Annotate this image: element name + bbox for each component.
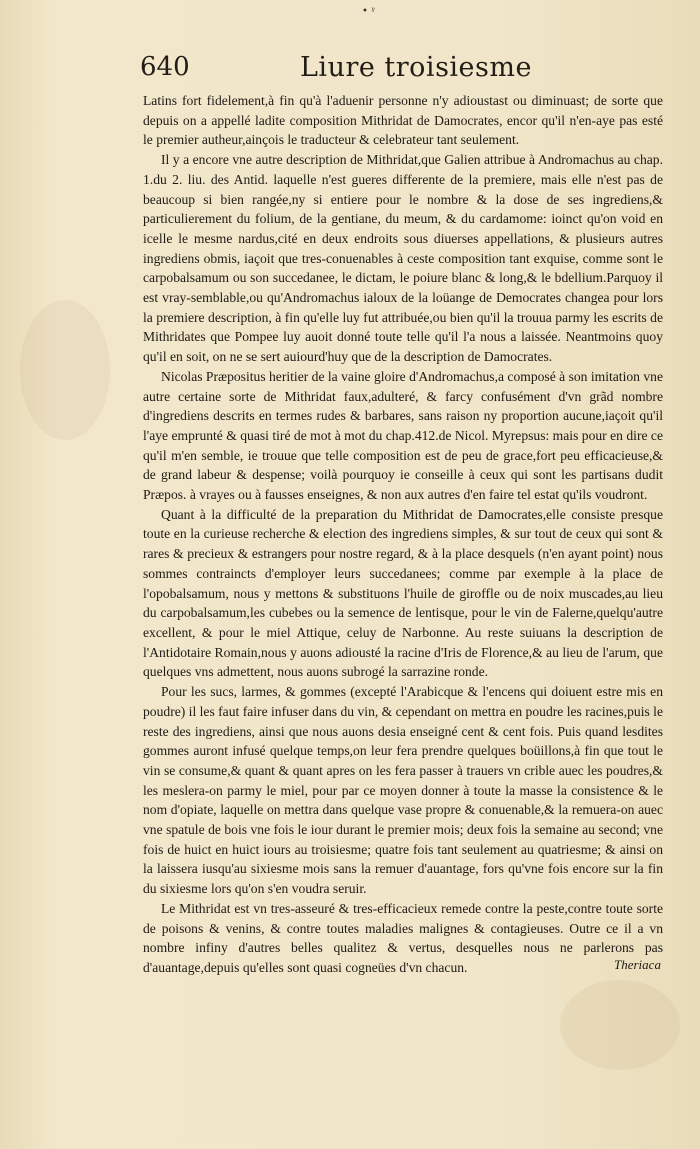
body-text: [143, 91, 663, 978]
paragraph: Quant à la difficulté de la preparation du Mithridat de Damocrates,elle consiste presque toute en la curieuse recherche & election des ingrediens simples, & sur tout de ceux qui sont & rares & precieux & estrangers pour nostre regard, & à la place desquels (n'en ayant point) nous sommes contraincts d'employer leurs succedanees; comme par exemple à la place de l'opobalsamum, nous y mettons & substituons l'huile de giroffle ou de noix muscades,au lieu du carpobalsamum,les cubebes ou la semence de lentisque, pour le vin de Falerne,quelqu'autre excellent, & pour le miel Attique, celuy de Narbonne. Au reste suiuans la description de l'Antidotaire Romain,nous y auons adiousté la racine d'Iris de Florence,& au lieu de l'arum, que quelques vns admettent, nous auons subrogé la sarrazine ronde.: [143, 506, 663, 680]
paragraph: Il y a encore vne autre description de Mithridat,que Galien attribue à Andromachus au chap. 1.du 2. liu. des Antid. laquelle n'est gueres differente de la premiere, mais elle n'est pas de beaucoup si bien rangée,ny si entiere pour le nombre & la dose de ses ingrediens,& particulierement du folium, de la gentiane, du meum, & du cardamome: ioinct qu'on void en icelle le mesme nardus,cité en deux endroits sous diuerses appellations, & plusieurs autres ingrediens obmis, iaçoit que tres-conuenables à ceste composition tant exquise, comme sont le carpobalsamum ou son succedanee, le dictam, le poiure blanc & long,& le bdellium.Parquoy il est vray-semblable,ou qu'Andromachus ialoux de la loüange de Democrates changea pour lors la premiere description, à fin qu'elle luy fut attribuée,ou bien qu'il la trouua parmy les escrits de Mithridates que Pompee luy auoit donné toute telle qu'il l'a nous a laissée. Neantmoins quoy qu'il en soit, on ne se sert auiourd'huy que de la description de Damocrates.: [143, 152, 663, 365]
top-edge-mark: • ᵞ: [362, 6, 375, 17]
paper-stain: [560, 980, 680, 1070]
paragraph: Pour les sucs, larmes, & gommes (excepté l'Arabicque & l'encens qui doiuent estre mis en poudre) il les faut faire infuser dans du vin, & cependant on mettra en poudre les racines,puis le reste des ingrediens, ainsi que nous auons desia enseigné cent & cent fois. Puis quand lesdites gommes auront infusé quelque temps,on leur fera prendre quelques boüillons,à fin que tout le vin se consume,& quant & quant apres on les fera passer à trauers vn crible auec les poudres,& les meslera-on parmy le miel, pour par ce moyen donner à toute la masse la consistence & le nom d'opiate, laquelle on mettra dans quelque vase propre & conuenable,& la remuera-on auec vne spatule de bois vne fois le iour durant le premier mois; deux fois la semaine au second; vne fois de huict en huict iours au troisiesme; quatre fois tant seulement au quatriesme; & ainsi on la laissera iusqu'au sixiesme mois sans la remuer d'auantage, fors qu'vne fois encore sur la fin du sixiesme lors qu'on s'en voudra seruir.: [143, 684, 663, 897]
page-number: 640: [140, 52, 190, 82]
paper-stain: [20, 300, 110, 440]
paragraph: Le Mithridat est vn tres-asseuré & tres-efficacieux remede contre la peste,contre toute sorte de poisons & venins, & contre toutes maladies malignes & contagieuses. Outre ce il a vn nombre infiny d'autres belles qualitez & vertus, desquelles nous ne parlerons pas d'auantage,depuis qu'elles sont quasi cogneües d'vn chacun.: [143, 900, 663, 975]
paragraph: Latins fort fidelement,à fin qu'à l'aduenir personne n'y adioustast ou diminuast; de sorte que depuis on a appellé ladite composition Mithridat de Damocrates, encor qu'il n'en-aye pas esté le premier autheur,ainçois le traducteur & celebrateur tant seulement.: [143, 93, 663, 148]
page-header: [140, 52, 560, 92]
running-title: Liure troisiesme: [300, 52, 532, 83]
paragraph: Nicolas Præpositus heritier de la vaine gloire d'Andromachus,a composé à son imitation vne autre certaine sorte de Mithridat faux,adulteré, & farcy confusément d'vn grãd nombre d'ingrediens descrits en termes rudes & barbares, sans raison ny proportion aucune,iaçoit qu'il l'aye emprunté & quasi tiré de mot à mot du chap.412.de Nicol. Myrepsus: mais pour en dire ce qu'il m'en semble, ie trouue que telle composition est de peu de grace,fort peu efficacieuse,& de grand labeur & despense; voilà pourquoy ie conseille à ceux qui sont les partisans dudit Præpos. à vrayes ou à fausses enseignes, & non aux autres d'en faire tel estat qu'ils voudront.: [143, 368, 663, 503]
catchword: Theriaca: [614, 957, 661, 972]
